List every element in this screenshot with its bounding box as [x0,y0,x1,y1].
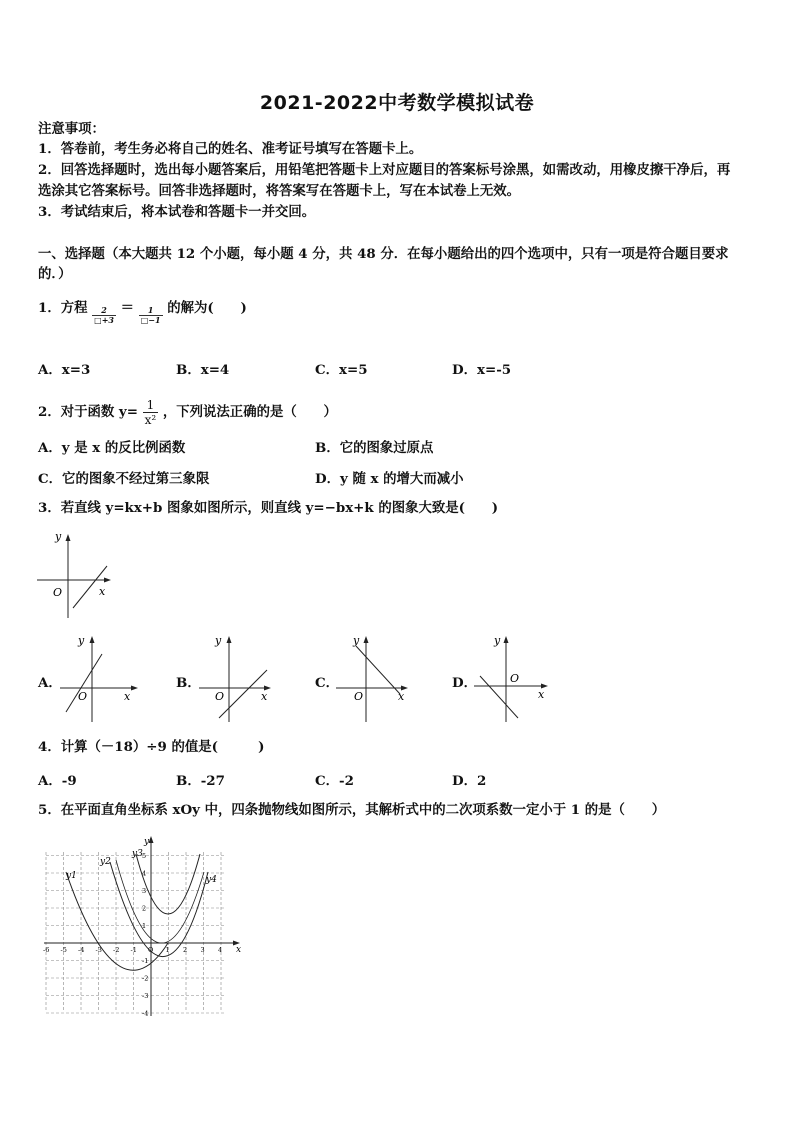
q4-option-a: A．-9 [38,773,77,789]
y-axis-arrow [227,636,232,643]
x-axis-arrow [104,578,111,583]
x-tick-label: -1 [130,946,137,954]
q2-prefix: 2．对于函数 y= [38,404,138,420]
y-tick-label: -3 [142,992,149,1000]
q3-option-c-label: C． [315,675,340,691]
origin-label: O [354,690,364,703]
x-tick-label: -2 [113,946,120,954]
notice-item-3: 3．考试结束后，将本试卷和答题卡一并交回。 [38,204,316,220]
q2-suffix: ，下列说法正确的是（ ） [162,404,337,420]
q3-option-a-graph [58,632,138,724]
q1-equals: ＝ [120,300,135,316]
notice-item-2: 2．回答选择题时，选出每小题答案后，用铅笔把答题卡上对应题目的答案标号涂黑，如需改动，用橡皮擦干净后，再 [38,162,731,178]
y-axis-arrow [66,534,71,541]
origin-label: O [510,672,520,685]
q3-given-graph [35,528,115,620]
section-heading-cont: 的．） [38,266,72,282]
q3-option-b-label: B． [176,675,201,691]
parabola-y1 [66,869,168,970]
y-tick-label: 2 [142,904,147,913]
y-tick-label: 4 [142,869,147,878]
q1-suffix: 的解为( ) [167,300,247,316]
q2-fraction: $\frac{1}{\text{x²}}$ [144,398,157,427]
option-line [356,646,400,694]
y-tick-label: -4 [142,1009,149,1018]
y-axis-arrow [90,636,95,643]
label-y1: y1 [66,871,77,881]
q3-option-d-label: D． [452,675,478,691]
notice-item-1: 1．答卷前，考生务必将自己的姓名、准考证号填写在答题卡上。 [38,141,423,157]
y-tick-label: 5 [142,852,147,860]
label-y4: y4 [206,875,217,885]
q2-option-d: D．y 随 x 的增大而减小 [315,471,464,487]
notice-heading: 注意事项： [38,121,105,137]
q1-option-b: B．x=4 [176,362,230,378]
q1-prefix: 1．方程 [38,300,88,316]
question-4: 4．计算（－18）÷9 的值是( ) [38,739,265,755]
q1-fraction-2: $\frac{1}{□-1}$ [140,305,161,325]
q2-option-a: A．y 是 x 的反比例函数 [38,440,186,456]
q1-fraction-1: $\frac{2}{□+3}$ [94,305,114,325]
y-axis-arrow [149,836,154,843]
q3-option-d-graph [472,632,552,724]
y-label: y [78,634,85,647]
x-tick-label: 3 [200,946,205,954]
x-label: x [261,690,268,703]
option-line [66,654,102,712]
y-label: y [215,634,222,647]
x-axis-arrow [131,686,138,691]
q3-option-c-graph [334,632,414,724]
q4-option-b: B．-27 [176,773,225,789]
y-axis-arrow [364,636,369,643]
q3-option-b-graph [197,632,277,724]
y-label: y [353,634,360,647]
q4-option-c: C．-2 [315,773,354,789]
origin-label: O [78,690,88,703]
x-label: x [124,690,131,703]
y-tick-label: -1 [142,957,149,965]
q1-option-a: A．x=3 [38,362,91,378]
q2-option-b: B．它的图象过原点 [315,440,434,456]
x-tick-label: -6 [43,946,50,954]
section-heading: 一、选择题（本大题共 12 个小题，每小题 4 分，共 48 分．在每小题给出的四个选项中，只有一项是符合题目要求 [38,246,729,262]
label-y3: y3 [132,849,143,859]
notice-item-2-cont: 选涂其它答案标号。回答非选择题时，将答案写在答题卡上，写在本试卷上无效。 [38,183,521,199]
parabola-y4 [116,860,204,943]
y-tick-label: 1 [142,922,147,930]
x-tick-label: O [148,946,154,954]
question-1 [38,292,247,325]
question-3: 3．若直线 y=kx+b 图象如图所示，则直线 y=−bx+k 的图象大致是( ) [38,500,499,516]
y-tick-label: 3 [142,887,147,895]
x-tick-label: 4 [218,946,223,954]
q2-option-c: C．它的图象不经过第三象限 [38,471,210,487]
x-tick-label: -5 [60,946,67,954]
label-y2: y2 [100,857,111,867]
x-label: x [398,690,405,703]
q3-option-a-label: A． [38,675,62,691]
question-2 [38,398,337,427]
page-title: 2021-2022中考数学模拟试卷 [259,92,535,114]
y-axis-arrow [504,636,509,643]
q1-option-d: D．x=-5 [452,362,512,378]
y-tick-label: -2 [142,974,149,983]
origin-label: O [53,586,63,599]
q1-option-c: C．x=5 [315,362,368,378]
x-tick-label: 2 [183,946,188,954]
y-label: y [55,530,62,543]
x-label: x [99,585,106,598]
x-tick-label: -3 [95,946,102,954]
option-line [219,670,267,718]
x-label: x [538,688,545,701]
question-5: 5．在平面直角坐标系 xOy 中，四条抛物线如图所示，其解析式中的二次项系数一定小于 1 的是（ ） [38,802,666,818]
q5-parabola-graph [40,832,245,1018]
q4-option-d: D．2 [452,773,487,789]
y-label: y [144,837,150,847]
origin-label: O [215,690,225,703]
x-tick-label: 1 [165,946,170,954]
x-tick-label: -4 [78,946,85,954]
y-label: y [494,634,501,647]
x-label: x [236,945,242,955]
